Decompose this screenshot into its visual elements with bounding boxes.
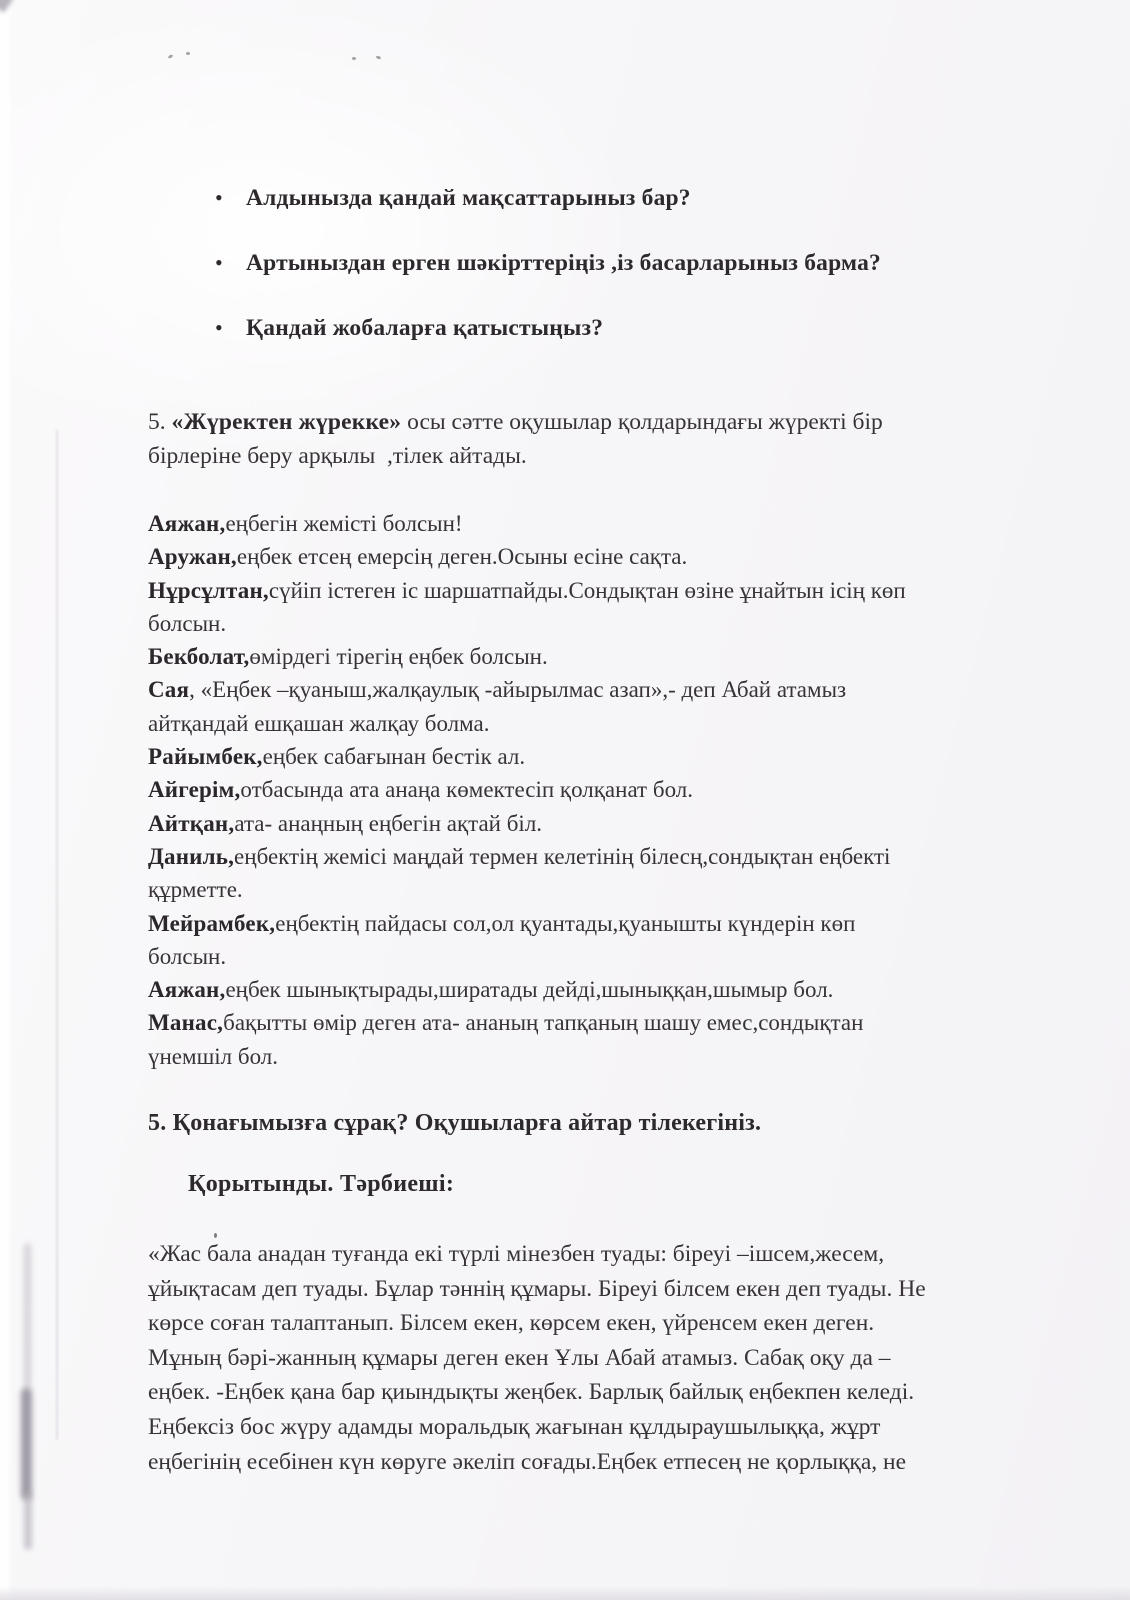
- intro-number: 5.: [148, 409, 172, 435]
- wish-name: Аружан,: [148, 544, 237, 570]
- wish-name: Нұрсұлтан,: [148, 577, 269, 603]
- wish-name: Айтқан,: [148, 810, 235, 836]
- wish-line: [148, 640, 906, 673]
- wish-text: еңбектің пайдасы сол,ол қуантады,қуанышты күндерін көп: [275, 910, 856, 936]
- wish-name: Райымбек,: [148, 744, 263, 770]
- scan-smudge: [24, 1492, 32, 1550]
- conclusion-line: ұйықтасам деп туады. Бұлар тәннің құмары. Біреуі білсем екен деп туады. Не: [148, 1275, 926, 1302]
- conclusion-line: еңбек. -Еңбек қана бар қиындықты жеңбек. Барлық байлық еңбекпен келеді.: [148, 1379, 915, 1406]
- wish-text: бақытты өмір деген ата- ананың тапқаның шашу емес,сондықтан: [223, 1010, 864, 1036]
- wish-line: [148, 673, 906, 706]
- wish-name: Аяжан,: [148, 511, 226, 536]
- wish-line: [148, 940, 906, 973]
- wish-line: [148, 973, 906, 1006]
- wish-text: болсын.: [148, 610, 227, 636]
- scan-bottom-shadow: [0, 1586, 1130, 1600]
- wish-text: ата- анаңның еңбегін ақтай біл.: [234, 810, 543, 836]
- wish-text: сүйіп істеген іс шаршатпайды.Сондықтан өзіне ұнайтын ісің көп: [268, 577, 906, 603]
- wish-name: Сая: [148, 677, 190, 703]
- wish-name: Манас,: [148, 1010, 224, 1036]
- wish-text: еңбегін жемісті болсын!: [225, 511, 463, 536]
- scan-left-edge: [0, 0, 13, 1600]
- wish-line: [148, 840, 906, 873]
- wish-line: [148, 574, 906, 607]
- conclusion-heading: Қорытынды. Тәрбиеші:: [188, 1171, 455, 1197]
- wish-text: болсын.: [148, 943, 227, 969]
- bullet-text: Артыныздан ерген шәкірттеріңіз ,із басарларыныз барма?: [246, 250, 881, 276]
- conclusion-line: Мұның бәрі-жанның құмары деген екен Ұлы Абай атамыз. Сабақ оқу да –: [148, 1344, 891, 1371]
- intro-line: [148, 439, 883, 473]
- wish-text: еңбек шынықтырады,ширатады дейді,шыныққан,шымыр бол.: [225, 977, 834, 1003]
- scan-smudge: [21, 1388, 32, 1500]
- conclusion-line: Еңбексіз бос жүру адамды моральдық жағынан құлдыраушылыққа, жұрт: [148, 1413, 881, 1440]
- wish-name: Аяжан,: [148, 977, 226, 1003]
- bullet-text: Қандай жобаларға қатыстыңыз?: [246, 315, 604, 341]
- intro-line: [148, 405, 883, 439]
- wish-line: [148, 1006, 906, 1039]
- scan-fold-line: [56, 430, 58, 1440]
- bullet-item: [215, 183, 881, 248]
- bullet-icon: •: [215, 185, 223, 210]
- intro-text: бірлеріне беру арқылы ,тілек айтады.: [148, 443, 527, 469]
- bullet-text: Алдынызда қандай мақсаттарыныз бар?: [246, 185, 691, 211]
- student-wishes-list: [148, 507, 906, 1073]
- intro-text: осы сәтте оқушылар қолдарындағы жүректі бір: [401, 409, 883, 435]
- wish-text: еңбектің жемісі маңдай термен келетінің білесң,сондықтан еңбекті: [234, 843, 891, 869]
- wish-line: [148, 1040, 906, 1073]
- heart-section-intro: [148, 405, 883, 473]
- guest-question-heading: 5. Қонағымызға сұрақ? Оқушыларға айтар тілекегініз.: [148, 1110, 762, 1136]
- wish-line: [148, 607, 906, 640]
- conclusion-line: еңбегінің есебінен күн көруге әкеліп соғады.Еңбек етпесең не қорлыққа, не: [148, 1448, 907, 1475]
- conclusion-line: көрсе соған талаптанып. Білсем екен, көрсем екен, үйренсем екен деген.: [148, 1310, 875, 1337]
- wish-text: еңбек сабағынан бестік ал.: [262, 744, 526, 770]
- wish-text: еңбек етсең емерсің деген.Осыны есіне сақта.: [236, 544, 688, 570]
- scan-speck: [186, 52, 190, 55]
- wish-text: өмірдегі тірегің еңбек болсын.: [249, 644, 548, 670]
- bullet-item: [215, 313, 881, 378]
- wish-line: [148, 873, 906, 906]
- wish-name: Айгерім,: [148, 777, 241, 803]
- wish-text: үнемшіл бол.: [148, 1043, 279, 1069]
- intro-title: «Жүректен жүрекке»: [171, 409, 402, 435]
- wish-line: [148, 773, 906, 806]
- scan-smudge: [24, 1243, 31, 1391]
- wish-name: Мейрамбек,: [148, 910, 276, 936]
- bullet-item: [215, 248, 881, 313]
- wish-line: [148, 907, 906, 940]
- wish-text: отбасында ата анаңа көмектесіп қолқанат бол.: [240, 777, 693, 803]
- scan-speck: [168, 54, 174, 59]
- wish-name: Даниль,: [148, 843, 235, 869]
- wish-line: [148, 740, 906, 773]
- wish-text: құрметте.: [148, 877, 243, 903]
- wish-line: [148, 507, 906, 540]
- wish-line: [148, 807, 906, 840]
- wish-line: [148, 540, 906, 573]
- conclusion-paragraph: [148, 1237, 926, 1479]
- wish-text: айтқандай ешқашан жалқау болма.: [148, 710, 490, 736]
- wish-text: , «Еңбек –қуаныш,жалқаулық -айырылмас азап»,- деп Абай атамыз: [189, 677, 847, 703]
- conclusion-line: «Жас бала анадан туғанда екі түрлі мінезбен туады: біреуі –ішсем,жесем,: [148, 1241, 885, 1267]
- scan-speck: [376, 55, 382, 60]
- wish-name: Бекболат,: [148, 644, 250, 670]
- bullet-icon: •: [215, 315, 223, 340]
- bullet-icon: •: [215, 250, 223, 275]
- scan-speck: [352, 57, 356, 60]
- wish-line: [148, 707, 906, 740]
- question-bullet-list: [215, 183, 881, 378]
